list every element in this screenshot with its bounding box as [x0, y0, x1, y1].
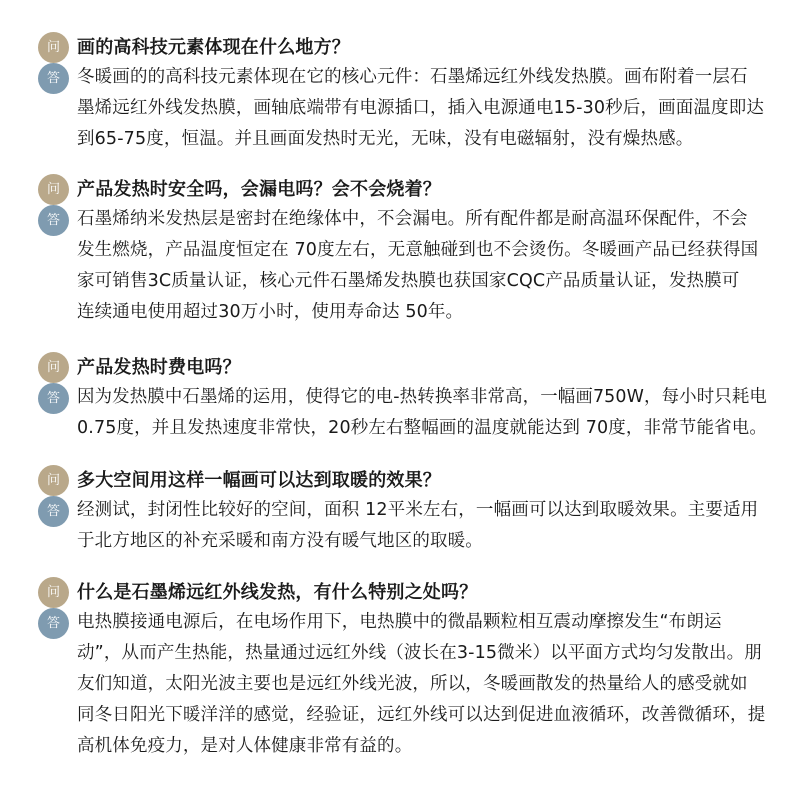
answer-text — [77, 382, 767, 444]
question-badge-icon: 问 — [38, 465, 69, 496]
answer-line: 高机体免疫力，是对人体健康非常有益的。 — [77, 736, 413, 756]
answer-line: 到65-75度，恒温。并且画面发热时无光，无味，没有电磁辐射，没有燥热感。 — [77, 129, 694, 149]
answer-badge-icon: 答 — [38, 496, 69, 527]
answer-line: 于北方地区的补充采暖和南方没有暖气地区的取暖。 — [77, 531, 483, 551]
answer-text — [77, 204, 767, 328]
answer-line: 家可销售3C质量认证，核心元件石墨烯发热膜也获国家CQC产品质量认证，发热膜可 — [77, 271, 740, 291]
answer-text — [77, 495, 767, 557]
answer-line: 冬暖画的的高科技元素体现在它的核心元件：石墨烯远红外线发热膜。画布附着一层石 — [77, 67, 748, 87]
answer-row — [0, 382, 800, 438]
question-text: 画的高科技元素体现在什么地方？ — [77, 37, 350, 58]
answer-line: 经测试，封闭性比较好的空间，面积 12平米左右，一幅画可以达到取暖效果。主要适用 — [77, 500, 759, 520]
answer-line: 友们知道，太阳光波主要也是远红外线光波，所以，冬暖画散发的热量给人的感受就如 — [77, 674, 748, 694]
answer-row — [0, 204, 800, 322]
question-row — [0, 351, 800, 382]
answer-line: 0.75度，并且发热速度非常快，20秒左右整幅画的温度就能达到 70度，非常节能省电。 — [77, 418, 767, 438]
question-row — [0, 173, 800, 204]
answer-text — [77, 62, 767, 155]
qa-block-1 — [0, 31, 800, 149]
answer-line: 墨烯远红外线发热膜，画轴底端带有电源插口，插入电源通电15-30秒后，画面温度即达 — [77, 98, 764, 118]
answer-badge-icon: 答 — [38, 383, 69, 414]
answer-badge-icon: 答 — [38, 205, 69, 236]
question-badge-icon: 问 — [38, 32, 69, 63]
question-text: 产品发热时安全吗，会漏电吗？会不会烧着？ — [77, 179, 441, 200]
answer-line: 因为发热膜中石墨烯的运用，使得它的电-热转换率非常高，一幅画750W，每小时只耗电 — [77, 387, 767, 407]
question-row — [0, 464, 800, 495]
question-badge-icon: 问 — [38, 352, 69, 383]
answer-line: 电热膜接通电源后，在电场作用下，电热膜中的微晶颗粒相互震动摩擦发生“布朗运 — [77, 612, 722, 632]
qa-block-5 — [0, 576, 800, 756]
answer-line: 发生燃烧，产品温度恒定在 70度左右，无意触碰到也不会烫伤。冬暖画产品已经获得国 — [77, 240, 759, 260]
answer-badge-icon: 答 — [38, 608, 69, 639]
answer-line: 连续通电使用超过30万小时，使用寿命达 50年。 — [77, 302, 464, 322]
answer-line: 石墨烯纳米发热层是密封在绝缘体中，不会漏电。所有配件都是耐高温环保配件，不会 — [77, 209, 748, 229]
answer-row — [0, 607, 800, 756]
question-text: 产品发热时费电吗？ — [77, 357, 241, 378]
answer-badge-icon: 答 — [38, 63, 69, 94]
answer-row — [0, 62, 800, 149]
answer-row — [0, 495, 800, 551]
answer-line: 同冬日阳光下暖洋洋的感觉，经验证，远红外线可以达到促进血液循环，改善微循环，提 — [77, 705, 766, 725]
qa-block-2 — [0, 173, 800, 322]
question-text: 多大空间用这样一幅画可以达到取暖的效果？ — [77, 470, 441, 491]
question-row — [0, 31, 800, 62]
answer-line: 动”，从而产生热能，热量通过远红外线（波长在3-15微米）以平面方式均匀发散出。朋 — [77, 643, 762, 663]
question-text: 什么是石墨烯远红外线发热，有什么特别之处吗？ — [77, 582, 478, 603]
answer-text — [77, 607, 767, 762]
question-badge-icon: 问 — [38, 174, 69, 205]
qa-block-4 — [0, 464, 800, 551]
qa-block-3 — [0, 351, 800, 438]
question-row — [0, 576, 800, 607]
question-badge-icon: 问 — [38, 577, 69, 608]
